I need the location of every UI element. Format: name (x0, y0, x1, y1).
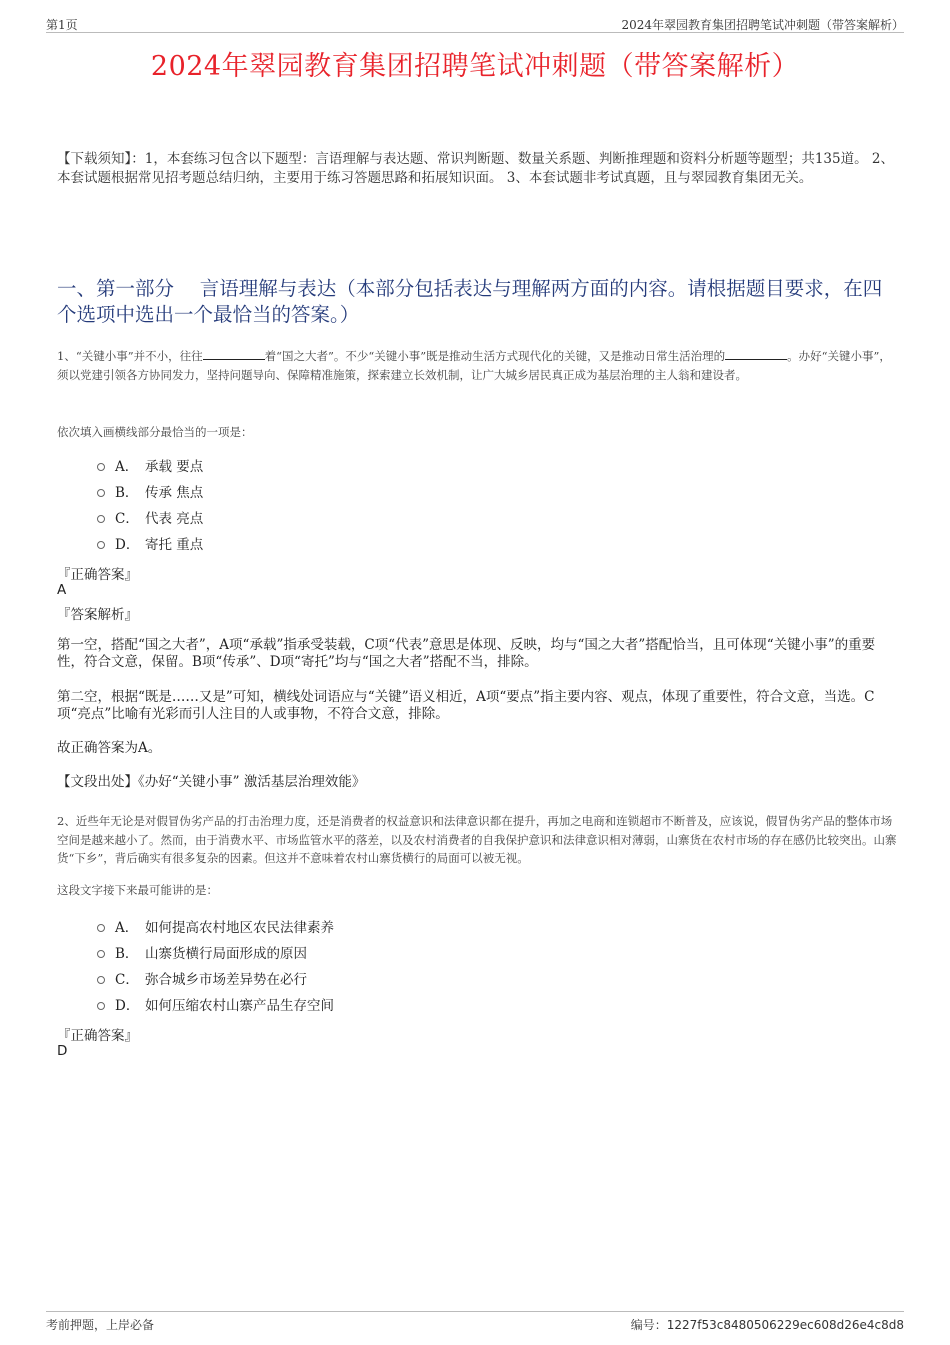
radio-icon[interactable] (97, 463, 105, 471)
option-a[interactable]: A． 如何提高农村地区农民法律素养 (97, 913, 334, 939)
text-source: 【文段出处】《办好“关键小事” 激活基层治理效能》 (57, 774, 366, 790)
answer-label: 『正确答案』 (57, 1028, 138, 1044)
option-c[interactable]: C． 代表 亮点 (97, 504, 203, 530)
analysis-paragraph-1: 第一空，搭配“国之大者”，A项“承载”指承受装载，C项“代表”意思是体现、反映，均与“国之大者”搭配恰当，且可体现“关键小事”的重要性，符合文意，保留。B项“传承”、D项“寄托”均与“国之大者”搭配不当，排除。 (57, 637, 876, 670)
radio-icon[interactable] (97, 950, 105, 958)
option-a[interactable]: A． 承载 要点 (97, 452, 203, 478)
page-footer (46, 1311, 904, 1334)
analysis-paragraph-2: 第二空，根据“既是……又是”可知，横线处词语应与“关键”语义相近，A项“要点”指主要内容、观点，体现了重要性，符合文意，当选。C项“亮点”比喻有光彩而引人注目的人或事物，不符合文意，排除。 (57, 689, 875, 722)
footer-slogan: 考前押题，上岸必备 (46, 1318, 155, 1332)
page-header (46, 14, 904, 33)
download-notice: 【下载须知】：1，本套练习包含以下题型：言语理解与表达题、常识判断题、数量关系题、判断推理题和资料分析题等题型；共135道。 2、本套试题根据常见招考题总结归纳，主要用于练习答题思路和拓展知识面。 3、本套试题非考试真题，且与翠园教育集团无关。 (57, 151, 894, 186)
option-b[interactable]: B． 传承 焦点 (97, 478, 203, 504)
radio-icon[interactable] (97, 541, 105, 549)
correct-answer: A (57, 582, 67, 598)
document-code: 编号：1227f53c8480506229ec608d26e4c8d8 (630, 1318, 904, 1332)
fill-blank-2 (725, 349, 787, 360)
correct-answer: D (57, 1043, 68, 1059)
question-1-stem: 1、“关键小事”并不小，往往 着“国之大者”。不少“关键小事”既是推动生活方式现代化的关键，又是推动日常生活治理的 。办好“关键小事”，须以党建引领各方协同发力，坚持问题导向、保障精准施策，探索建立长效机制，让广大城乡居民真正成为基层治理的主人翁和建设者。 (57, 349, 891, 382)
question-2-stem: 2、近些年无论是对假冒伪劣产品的打击治理力度，还是消费者的权益意识和法律意识都在提升，再加之电商和连锁超市不断普及，应该说，假冒伪劣产品的整体市场空间是越来越小了。然而，由于消费水平、市场监管水平的落差，以及农村消费者的自我保护意识和法律意识相对薄弱，山寨货在农村市场的存在感仍比较突出。山寨货“下乡”，背后确实有很多复杂的因素。但这并不意味着农村山寨货横行的局面可以被无视。 (57, 814, 897, 865)
radio-icon[interactable] (97, 515, 105, 523)
question-1-options (97, 452, 203, 556)
document-title: 2024年翠园教育集团招聘笔试冲刺题（带答案解析） (150, 51, 800, 82)
question-2-prompt: 这段文字接下来最可能讲的是： (57, 883, 218, 897)
option-b[interactable]: B． 山寨货横行局面形成的原因 (97, 939, 334, 965)
question-2-options (97, 913, 334, 1017)
option-d[interactable]: D． 如何压缩农村山寨产品生存空间 (97, 991, 334, 1017)
fill-blank-1 (203, 349, 265, 360)
answer-label: 『正确答案』 (57, 567, 138, 583)
radio-icon[interactable] (97, 924, 105, 932)
analysis-conclusion: 故正确答案为A。 (57, 740, 162, 756)
section-heading: 一、第一部分 言语理解与表达（本部分包括表达与理解两方面的内容。请根据题目要求，在四个选项中选出一个最恰当的答案。） (57, 277, 883, 326)
question-1-prompt: 依次填入画横线部分最恰当的一项是： (57, 425, 253, 439)
analysis-label: 『答案解析』 (57, 607, 138, 623)
radio-icon[interactable] (97, 1002, 105, 1010)
option-d[interactable]: D． 寄托 重点 (97, 530, 203, 556)
radio-icon[interactable] (97, 976, 105, 984)
header-doc-title: 2024年翠园教育集团招聘笔试冲刺题（带答案解析） (621, 18, 904, 32)
radio-icon[interactable] (97, 489, 105, 497)
option-c[interactable]: C． 弥合城乡市场差异势在必行 (97, 965, 334, 991)
page-number: 第1页 (46, 18, 78, 32)
